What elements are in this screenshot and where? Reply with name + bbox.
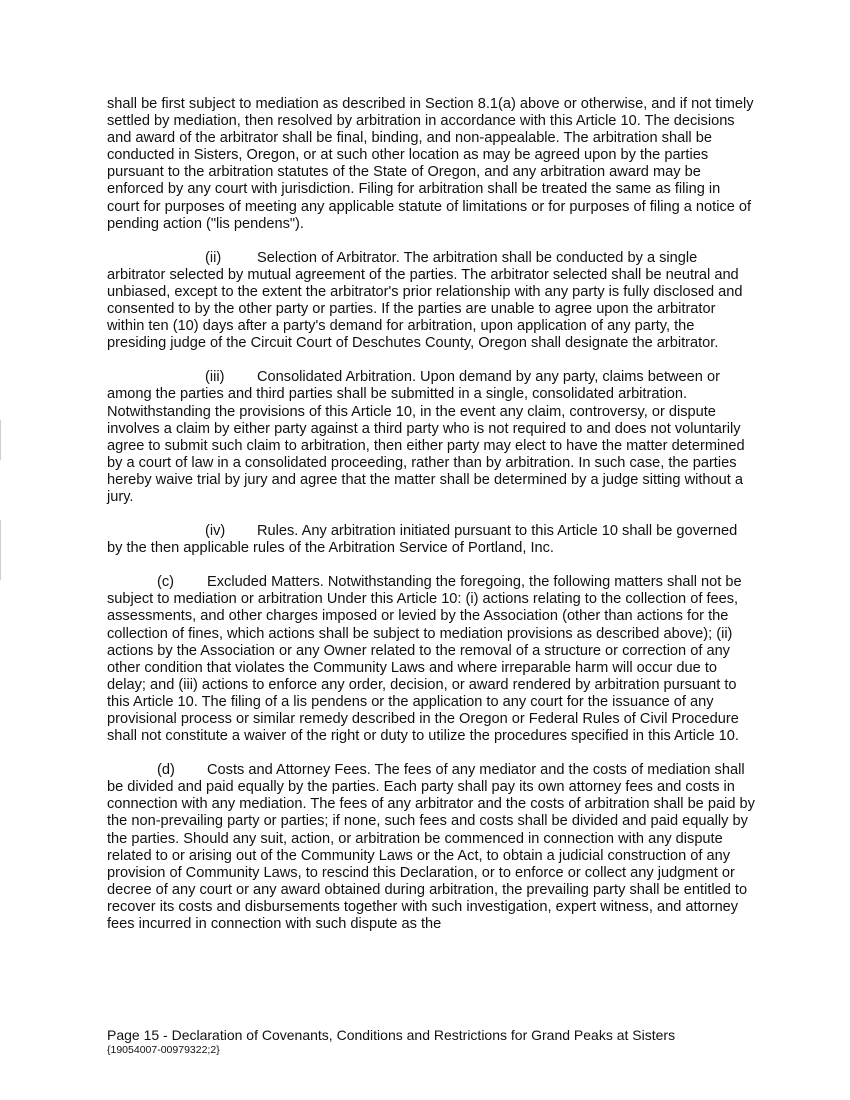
paragraph-number: (iv) bbox=[205, 523, 226, 540]
paragraph-iii-consolidated-arbitration bbox=[107, 369, 755, 506]
paragraph-iv-rules bbox=[107, 523, 755, 557]
footer-document-id: {19054007-00979322;2} bbox=[107, 1044, 220, 1056]
scan-edge-mark bbox=[0, 420, 1, 460]
document-body bbox=[107, 96, 755, 950]
paragraph-number: (c) bbox=[157, 574, 175, 591]
paragraph-text: Rules. Any arbitration initiated pursuant to this Article 10 shall be governed by the then applicable rules of the Arbitration Service of Portland, Inc. bbox=[107, 523, 738, 557]
paragraph-number: (iii) bbox=[205, 369, 225, 386]
paragraph-d-costs-and-attorney-fees bbox=[107, 762, 755, 933]
footer-page-title: Page 15 - Declaration of Covenants, Conditions and Restrictions for Grand Peaks at Sisters bbox=[107, 1027, 676, 1043]
paragraph-ii-selection-of-arbitrator bbox=[107, 250, 755, 353]
paragraph-text: shall be first subject to mediation as described in Section 8.1(a) above or otherwise, and if not timely settled by mediation, then resolved by arbitration in accordance with this Article 10. The decisions and award of the arbitrator shall be final, binding, and non-appealable. The arbitration shall be conducted in Sisters, Oregon, or at such other location as may be agreed upon by the parties pursuant to the arbitration statutes of the State of Oregon, and any arbitration award may be enforced by any court with jurisdiction. Filing for arbitration shall be treated the same as filing in court for purposes of meeting any applicable statute of limitations or for purposes of filing a notice of pending action ("lis pendens"). bbox=[107, 96, 754, 232]
paragraph-continuation bbox=[107, 96, 755, 233]
paragraph-text: Excluded Matters. Notwithstanding the foregoing, the following matters shall not be subject to mediation or arbitration Under this Article 10: (i) actions relating to the collection of fees, assessments, and other charges imposed or levied by the Association (other than actions for the collection of fines, which actions shall be subject to mediation provisions as described above); (ii) actions by the Association or any Owner related to the removal of a structure or correction of any other condition that violates the Community Laws and where irreparable harm will occur due to delay; and (iii) actions to enforce any order, decision, or award rendered by arbitration pursuant to this Article 10. The filing of a lis pendens or the application to any court for the issuance of any provisional process or similar remedy described in the Oregon or Federal Rules of Civil Procedure shall not constitute a waiver of the right or duty to utilize the procedures specified in this Article 10. bbox=[107, 574, 742, 745]
paragraph-number: (d) bbox=[157, 762, 175, 779]
paragraph-text: Selection of Arbitrator. The arbitration shall be conducted by a single arbitrator selected by mutual agreement of the parties. The arbitrator selected shall be neutral and unbiased, except to the extent the arbitrator's prior relationship with any party is fully disclosed and consented to by the other party or parties. If the parties are unable to agree upon the arbitrator within ten (10) days after a party's demand for arbitration, upon application of any party, the presiding judge of the Circuit Court of Deschutes County, Oregon shall designate the arbitrator. bbox=[107, 249, 743, 352]
paragraph-c-excluded-matters bbox=[107, 574, 755, 745]
scan-edge-mark bbox=[0, 520, 1, 580]
paragraph-number: (ii) bbox=[205, 249, 222, 266]
paragraph-text: Consolidated Arbitration. Upon demand by any party, claims between or among the parties and third parties shall be submitted in a single, consolidated arbitration. Notwithstanding the provisions of this Article 10, in the event any claim, controversy, or dispute involves a claim by either party against a third party who is not required to and does not voluntarily agree to submit such claim to arbitration, then either party may elect to have the matter determined by a court of law in a consolidated proceeding, rather than by arbitration. In such case, the parties hereby waive trial by jury and agree that the matter shall be determined by a judge sitting without a jury. bbox=[107, 369, 745, 505]
page-footer bbox=[107, 1027, 747, 1056]
paragraph-text: Costs and Attorney Fees. The fees of any mediator and the costs of mediation shall be divided and paid equally by the parties. Each party shall pay its own attorney fees and costs in connection with any mediation. The fees of any arbitrator and the costs of arbitration shall be paid by the non-prevailing party or parties; if none, such fees and costs shall be divided and paid equally by the parties. Should any suit, action, or arbitration be commenced in connection with any dispute related to or arising out of the Community Laws or the Act, to obtain a judicial construction of any provision of Community Laws, to rescind this Declaration, or to enforce or collect any judgment or decree of any court or any award obtained during arbitration, the prevailing party shall be entitled to recover its costs and disbursements together with such investigation, expert witness, and attorney fees incurred in connection with such dispute as the bbox=[107, 762, 755, 933]
